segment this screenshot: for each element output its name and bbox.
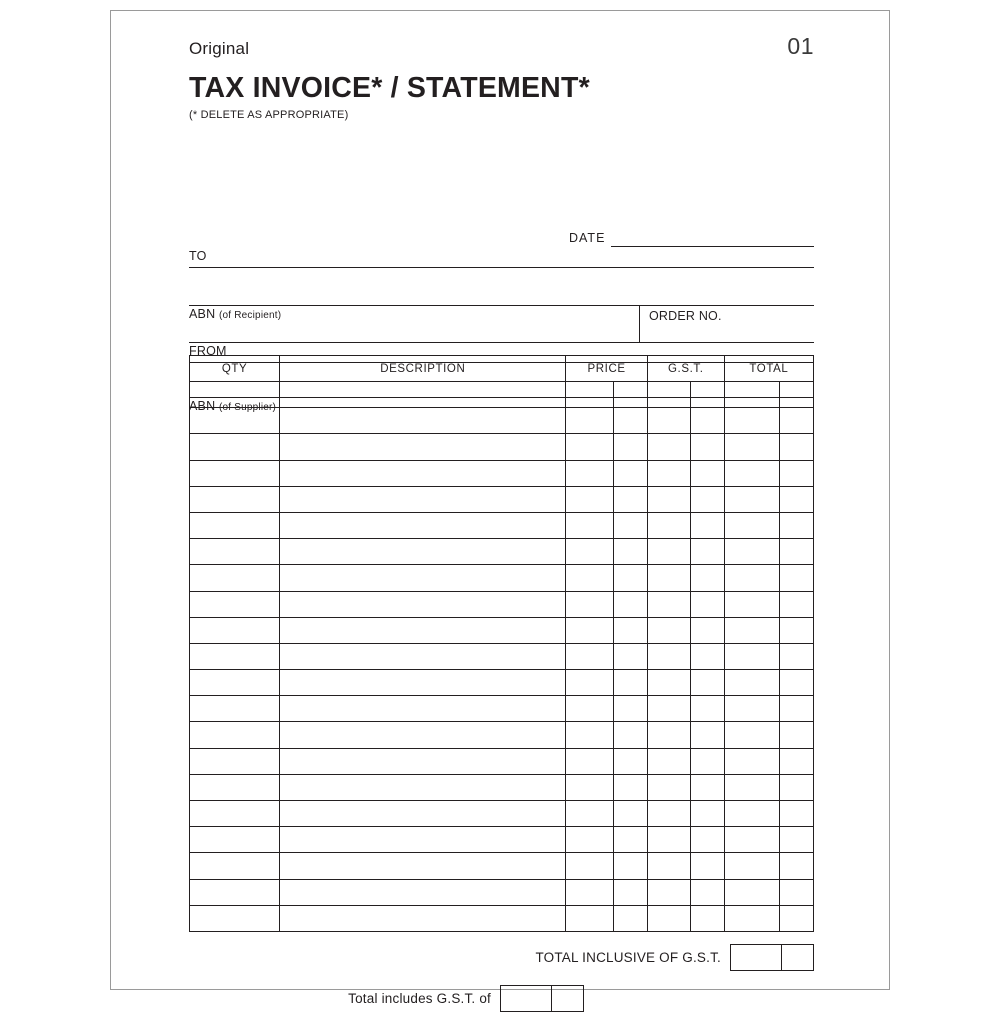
abn-supplier-main: ABN [189,399,216,413]
cell-description[interactable] [280,905,566,931]
to-line-1[interactable] [189,267,814,268]
cell-gst-dollars[interactable] [647,748,690,774]
total-inclusive-row [189,944,814,971]
cell-price-dollars[interactable] [566,539,613,565]
cell-total-dollars[interactable] [724,382,779,408]
cell-price-cents[interactable] [613,801,647,827]
table-row [190,512,814,538]
cell-total-dollars[interactable] [724,539,779,565]
gst-dollars[interactable] [501,986,551,1011]
cell-gst-dollars[interactable] [647,879,690,905]
cell-gst-dollars[interactable] [647,801,690,827]
cell-description[interactable] [280,827,566,853]
cell-price-cents[interactable] [613,879,647,905]
cell-total-cents[interactable] [779,801,813,827]
cell-total-dollars[interactable] [724,408,779,434]
table-row [190,670,814,696]
table-row [190,722,814,748]
cell-qty[interactable] [190,801,280,827]
cell-total-dollars[interactable] [724,827,779,853]
cell-total-cents[interactable] [779,827,813,853]
invoice-content [189,33,814,1012]
cell-description[interactable] [280,434,566,460]
cell-price-cents[interactable] [613,591,647,617]
cell-qty[interactable] [190,696,280,722]
cell-price-cents[interactable] [613,617,647,643]
cell-total-cents[interactable] [779,696,813,722]
cell-qty[interactable] [190,670,280,696]
cell-price-dollars[interactable] [566,905,613,931]
cell-price-dollars[interactable] [566,670,613,696]
cell-description[interactable] [280,591,566,617]
table-row [190,827,814,853]
cell-gst-dollars[interactable] [647,382,690,408]
cell-gst-dollars[interactable] [647,565,690,591]
cell-price-cents[interactable] [613,408,647,434]
cell-price-cents[interactable] [613,382,647,408]
cell-gst-dollars[interactable] [647,774,690,800]
abn-supplier-sub: (of Supplier) [219,402,277,413]
table-row [190,696,814,722]
cell-description[interactable] [280,879,566,905]
header-gst: G.S.T. [647,356,724,382]
date-label: DATE [569,231,606,245]
cell-price-dollars[interactable] [566,512,613,538]
header-description: DESCRIPTION [280,356,566,382]
gst-amount-box[interactable] [500,985,584,1012]
cell-total-cents[interactable] [779,382,813,408]
cell-price-cents[interactable] [613,774,647,800]
cell-price-cents[interactable] [613,512,647,538]
cell-total-dollars[interactable] [724,565,779,591]
cell-total-cents[interactable] [779,670,813,696]
cell-qty[interactable] [190,460,280,486]
cell-total-cents[interactable] [779,879,813,905]
cell-qty[interactable] [190,434,280,460]
cell-total-dollars[interactable] [724,853,779,879]
cell-description[interactable] [280,722,566,748]
cell-gst-dollars[interactable] [647,696,690,722]
cell-description[interactable] [280,408,566,434]
cell-qty[interactable] [190,774,280,800]
cell-gst-dollars[interactable] [647,408,690,434]
table-row [190,591,814,617]
header-qty: QTY [190,356,280,382]
cell-price-dollars[interactable] [566,853,613,879]
table-row [190,905,814,931]
table-row [190,643,814,669]
cell-description[interactable] [280,801,566,827]
cell-price-dollars[interactable] [566,748,613,774]
cell-gst-cents[interactable] [690,827,724,853]
cell-price-cents[interactable] [613,853,647,879]
cell-total-cents[interactable] [779,460,813,486]
order-no-label: ORDER NO. [649,309,722,323]
cell-description[interactable] [280,512,566,538]
line-items-table [189,355,814,932]
cell-description[interactable] [280,696,566,722]
cell-price-cents[interactable] [613,460,647,486]
cell-total-cents[interactable] [779,643,813,669]
abn-supplier-label [189,399,276,413]
cell-gst-cents[interactable] [690,853,724,879]
total-inclusive-amount-box[interactable] [730,944,814,971]
cell-qty[interactable] [190,512,280,538]
cell-price-dollars[interactable] [566,827,613,853]
gst-included-label: Total includes G.S.T. of [348,990,491,1006]
cell-price-cents[interactable] [613,748,647,774]
cell-price-dollars[interactable] [566,774,613,800]
table-row [190,801,814,827]
cell-total-cents[interactable] [779,408,813,434]
cell-gst-dollars[interactable] [647,853,690,879]
title-note: (* DELETE AS APPROPRIATE) [189,109,349,121]
cell-price-cents[interactable] [613,565,647,591]
cell-qty[interactable] [190,643,280,669]
cell-price-dollars[interactable] [566,801,613,827]
cell-price-cents[interactable] [613,827,647,853]
cell-description[interactable] [280,486,566,512]
cell-price-dollars[interactable] [566,879,613,905]
abn-recipient-sub: (of Recipient) [219,310,282,321]
cell-price-dollars[interactable] [566,565,613,591]
copy-type-label: Original [189,39,250,58]
cell-description[interactable] [280,774,566,800]
cell-description[interactable] [280,853,566,879]
cell-total-cents[interactable] [779,434,813,460]
cell-price-cents[interactable] [613,722,647,748]
cell-gst-cents[interactable] [690,512,724,538]
cell-gst-cents[interactable] [690,408,724,434]
order-no-divider [639,305,640,342]
cell-total-dollars[interactable] [724,460,779,486]
cell-gst-cents[interactable] [690,617,724,643]
date-field[interactable] [569,231,814,247]
cell-total-cents[interactable] [779,722,813,748]
table-row [190,486,814,512]
cell-price-dollars[interactable] [566,486,613,512]
cell-total-dollars[interactable] [724,722,779,748]
cell-gst-cents[interactable] [690,722,724,748]
cell-gst-dollars[interactable] [647,512,690,538]
cell-price-cents[interactable] [613,696,647,722]
header-price: PRICE [566,356,647,382]
cell-price-dollars[interactable] [566,722,613,748]
table-row [190,617,814,643]
table-row [190,853,814,879]
to-line-2[interactable] [189,305,814,306]
cell-total-dollars[interactable] [724,643,779,669]
abn-recipient-label [189,307,281,321]
table-row [190,774,814,800]
cell-total-cents[interactable] [779,774,813,800]
cell-price-dollars[interactable] [566,643,613,669]
cell-gst-cents[interactable] [690,696,724,722]
serial-number: 01 [787,33,814,59]
cell-price-cents[interactable] [613,905,647,931]
page-title: TAX INVOICE* / STATEMENT* [189,72,590,104]
cell-price-cents[interactable] [613,434,647,460]
cell-total-dollars[interactable] [724,774,779,800]
header-total: TOTAL [724,356,813,382]
cell-description[interactable] [280,565,566,591]
cell-gst-cents[interactable] [690,382,724,408]
cell-description[interactable] [280,670,566,696]
cell-total-dollars[interactable] [724,905,779,931]
cell-price-dollars[interactable] [566,408,613,434]
from-line-1[interactable] [189,362,814,363]
document-header [189,33,814,60]
cell-gst-dollars[interactable] [647,827,690,853]
from-line-2[interactable] [189,397,814,398]
cell-gst-dollars[interactable] [647,722,690,748]
table-row [190,460,814,486]
cell-qty[interactable] [190,879,280,905]
cell-total-cents[interactable] [779,591,813,617]
cell-price-cents[interactable] [613,643,647,669]
cell-total-dollars[interactable] [724,801,779,827]
cell-gst-dollars[interactable] [647,617,690,643]
cell-total-cents[interactable] [779,905,813,931]
cell-description[interactable] [280,617,566,643]
cell-price-dollars[interactable] [566,696,613,722]
cell-gst-cents[interactable] [690,748,724,774]
cell-gst-cents[interactable] [690,539,724,565]
cell-price-dollars[interactable] [566,434,613,460]
cell-total-dollars[interactable] [724,617,779,643]
cell-qty[interactable] [190,827,280,853]
table-row [190,748,814,774]
cell-total-cents[interactable] [779,565,813,591]
cell-price-cents[interactable] [613,539,647,565]
cell-qty[interactable] [190,591,280,617]
cell-gst-cents[interactable] [690,879,724,905]
cell-total-cents[interactable] [779,486,813,512]
cell-gst-cents[interactable] [690,774,724,800]
cell-description[interactable] [280,748,566,774]
cell-gst-cents[interactable] [690,460,724,486]
cell-description[interactable] [280,382,566,408]
cell-qty[interactable] [190,722,280,748]
cell-qty[interactable] [190,905,280,931]
table-row [190,565,814,591]
date-input-line[interactable] [611,232,814,247]
cell-gst-dollars[interactable] [647,591,690,617]
gst-cents[interactable] [551,986,583,1011]
table-header-row [190,356,814,382]
abn-recipient-line[interactable] [189,342,814,343]
cell-gst-dollars[interactable] [647,460,690,486]
from-label: FROM [189,344,227,358]
total-inclusive-label: TOTAL INCLUSIVE OF G.S.T. [535,949,721,965]
table-row [190,382,814,408]
cell-gst-cents[interactable] [690,565,724,591]
table-row [190,408,814,434]
table-row [190,434,814,460]
cell-gst-dollars[interactable] [647,539,690,565]
cell-total-dollars[interactable] [724,670,779,696]
table-body [190,382,814,932]
cell-gst-cents[interactable] [690,801,724,827]
cell-total-dollars[interactable] [724,879,779,905]
cell-gst-cents[interactable] [690,670,724,696]
cell-total-dollars[interactable] [724,696,779,722]
cell-price-dollars[interactable] [566,591,613,617]
cell-price-cents[interactable] [613,486,647,512]
invoice-sheet [110,10,890,1006]
cell-price-dollars[interactable] [566,382,613,408]
total-inclusive-dollars[interactable] [731,945,781,970]
cell-price-cents[interactable] [613,670,647,696]
cell-total-cents[interactable] [779,512,813,538]
cell-total-cents[interactable] [779,748,813,774]
cell-price-dollars[interactable] [566,460,613,486]
cell-description[interactable] [280,460,566,486]
cell-qty[interactable] [190,486,280,512]
cell-gst-dollars[interactable] [647,434,690,460]
cell-description[interactable] [280,539,566,565]
cell-total-dollars[interactable] [724,512,779,538]
gst-included-row [189,985,814,1012]
cell-total-dollars[interactable] [724,748,779,774]
cell-total-cents[interactable] [779,539,813,565]
total-inclusive-cents[interactable] [781,945,813,970]
cell-qty[interactable] [190,617,280,643]
cell-gst-cents[interactable] [690,486,724,512]
cell-total-dollars[interactable] [724,591,779,617]
cell-gst-cents[interactable] [690,905,724,931]
cell-price-dollars[interactable] [566,617,613,643]
cell-description[interactable] [280,643,566,669]
cell-total-dollars[interactable] [724,434,779,460]
cell-gst-dollars[interactable] [647,643,690,669]
to-label: TO [189,249,207,263]
cell-gst-cents[interactable] [690,591,724,617]
cell-gst-dollars[interactable] [647,486,690,512]
cell-total-dollars[interactable] [724,486,779,512]
cell-gst-dollars[interactable] [647,905,690,931]
cell-qty[interactable] [190,565,280,591]
cell-qty[interactable] [190,853,280,879]
cell-qty[interactable] [190,748,280,774]
cell-gst-dollars[interactable] [647,670,690,696]
cell-total-cents[interactable] [779,617,813,643]
cell-gst-cents[interactable] [690,434,724,460]
cell-qty[interactable] [190,539,280,565]
table-row [190,539,814,565]
abn-recipient-main: ABN [189,307,216,321]
cell-gst-cents[interactable] [690,643,724,669]
table-row [190,879,814,905]
abn-supplier-line[interactable] [189,433,814,434]
cell-total-cents[interactable] [779,853,813,879]
